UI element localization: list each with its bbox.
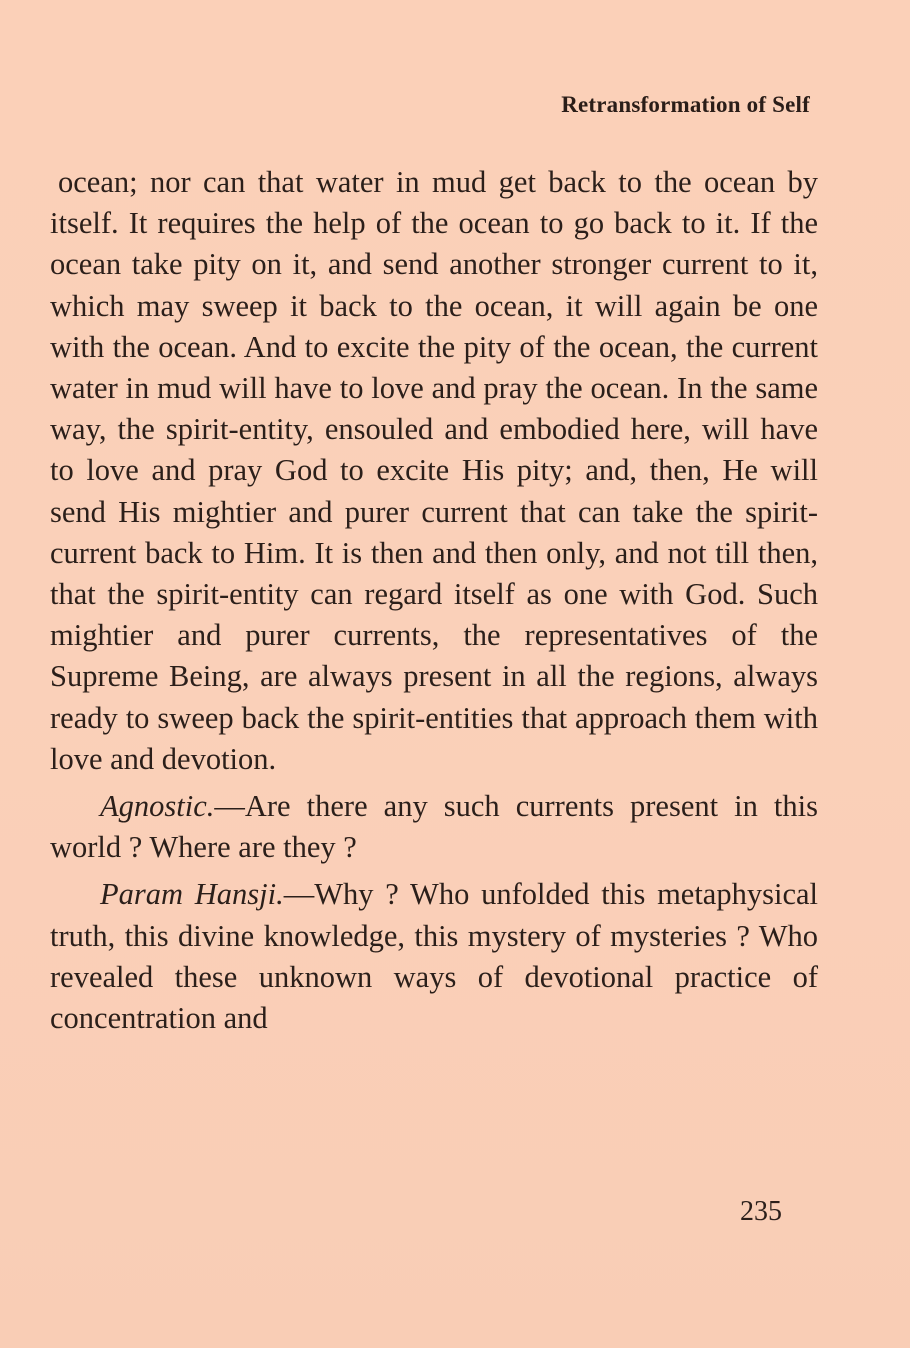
agnostic-question-text: —Are there any such currents present in this world ? Where are they ? (50, 789, 818, 865)
param-hansji-reply-text: —Why ? Who unfolded this metaphysical truth, this divine knowledge, this mystery of mysteries ? Who revealed these unknown ways of devotional practice of concentration and (50, 877, 818, 1036)
running-head: Retransformation of Self (561, 92, 810, 117)
speaker-agnostic: Agnostic. (100, 789, 215, 824)
page-number: 235 (740, 1196, 782, 1227)
paragraph-agnostic-question (50, 786, 818, 868)
paragraph-param-hansji-reply (50, 874, 818, 1039)
body-text (50, 162, 818, 1039)
paragraph-ocean-analogy: ocean; nor can that water in mud get back to the ocean by itself. It requires the help of the ocean to go back to it. If the ocean take pity on it, and send another stronger current to it, which may sweep it back to the ocean, it will again be one with the ocean. And to excite the pity of the ocean, the current water in mud will have to love and pray the ocean. In the same way, the spirit-entity, ensouled and embodied here, will have to love and pray God to excite His pity; and, then, He will send His mightier and purer current that can take the spirit-current back to Him. It is then and then only, and not till then, that the spirit-entity can regard itself as one with God. Such mightier and purer currents, the representatives of the Supreme Being, are always present in all the regions, always ready to sweep back the spirit-entities that approach them with love and devotion. (50, 165, 818, 776)
speaker-param-hansji: Param Hansji. (100, 877, 284, 912)
